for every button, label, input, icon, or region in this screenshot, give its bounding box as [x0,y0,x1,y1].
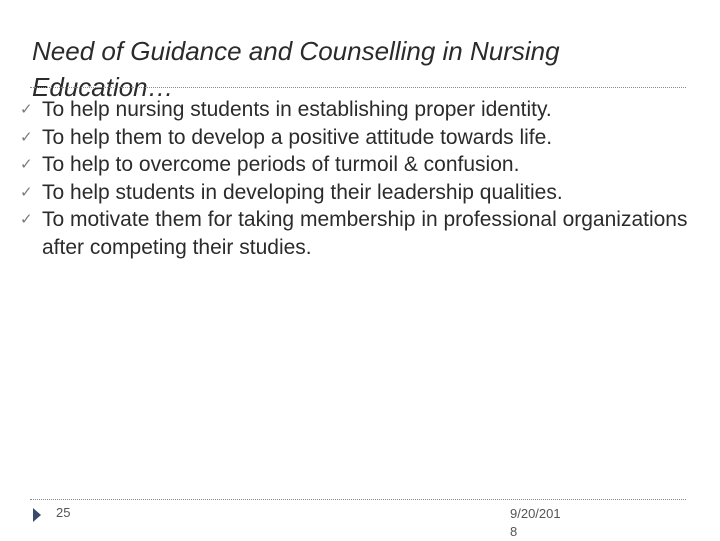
bullet-text: To help nursing students in establishing proper identity. [42,98,552,121]
check-icon: ✓ [20,100,33,118]
bullet-item [20,151,700,179]
slide-date-line-1: 9/20/201 [510,506,561,521]
bullet-text: To motivate them for taking membership in professional organizations after competing their studies. [42,208,688,259]
check-icon: ✓ [20,210,33,228]
bullet-text: To help them to develop a positive attitude towards life. [42,125,553,149]
bullet-item [20,96,700,124]
slide-date [510,505,580,541]
bullet-text: To help to overcome periods of turmoil & confusion. [42,153,520,176]
check-icon: ✓ [20,155,33,173]
bullet-list [20,96,700,261]
slide-title-line-2: Education… [32,72,174,103]
title-divider [30,87,686,88]
bullet-item [20,206,700,261]
slide-title-line-1: Need of Guidance and Counselling in Nursing [32,36,560,67]
slide-title [32,33,692,105]
slide-number: 25 [56,505,71,520]
check-icon: ✓ [20,182,33,201]
footer-divider [30,499,686,500]
bullet-item [20,124,700,152]
triangle-right-icon [33,508,41,522]
bullet-text: To help students in developing their leadership qualities. [42,180,563,204]
check-icon: ✓ [20,127,33,146]
slide-date-line-2: 8 [510,524,518,539]
bullet-item [20,179,700,207]
